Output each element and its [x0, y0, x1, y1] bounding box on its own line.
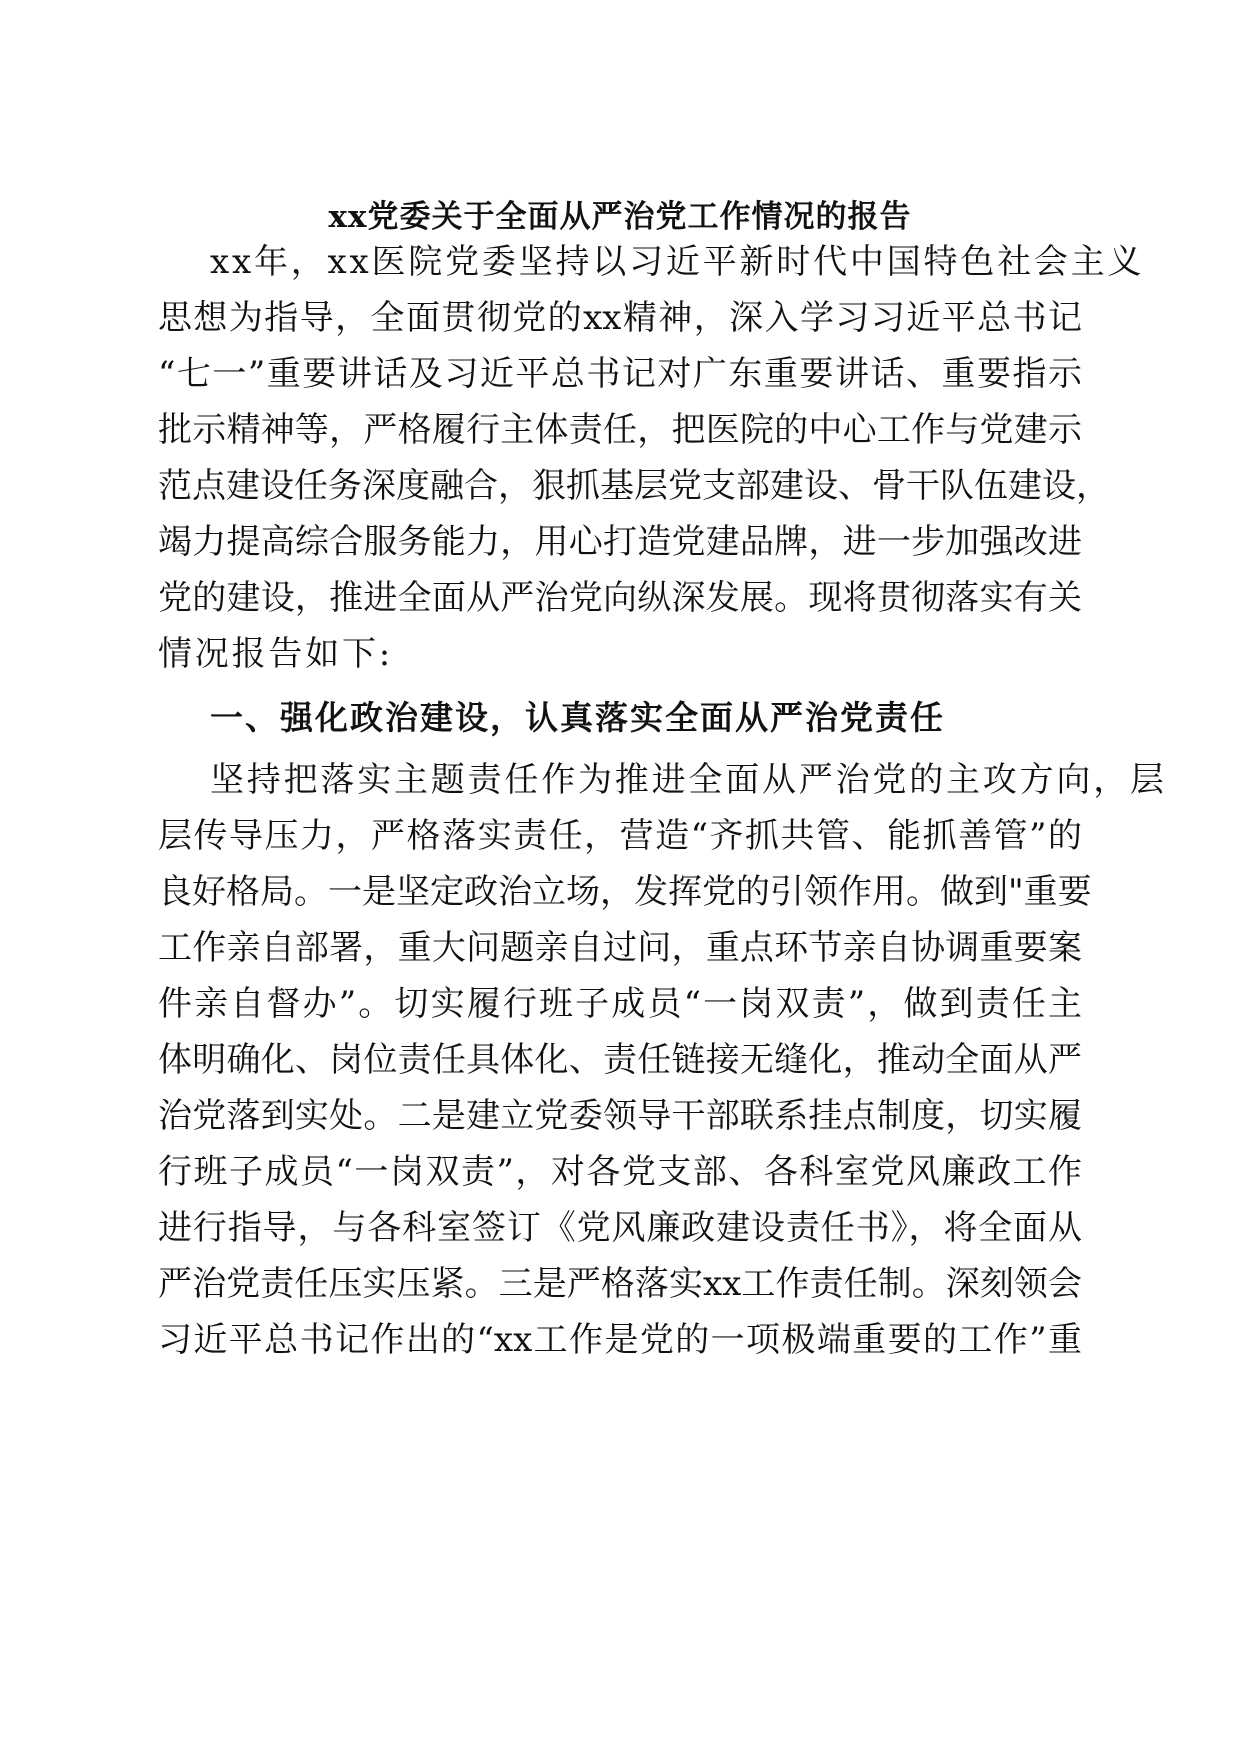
document-title: xx党委关于全面从严治党工作情况的报告	[328, 199, 912, 235]
section-line: 工作亲自部署，重大问题亲自过问，重点环节亲自协调重要案	[158, 928, 1082, 968]
section-line: 体明确化、岗位责任具体化、责任链接无缝化，推动全面从严	[158, 1040, 1082, 1080]
section-line: 层传导压力，严格落实责任，营造“齐抓共管、能抓善管”的	[158, 816, 1082, 856]
section-line: 坚持把落实主题责任作为推进全面从严治党的主攻方向，层	[210, 760, 1167, 800]
intro-line: 范点建设任务深度融合，狠抓基层党支部建设、骨干队伍建设，	[158, 466, 1110, 506]
section-line: 治党落到实处。二是建立党委领导干部联系挂点制度，切实履	[158, 1096, 1082, 1136]
intro-line: “七一”重要讲话及习近平总书记对广东重要讲话、重要指示	[158, 354, 1082, 394]
intro-line: 思想为指导，全面贯彻党的xx精神，深入学习习近平总书记	[158, 298, 1082, 338]
section-line: 行班子成员“一岗双责”，对各党支部、各科室党风廉政工作	[158, 1152, 1082, 1192]
intro-line: 情况报告如下:	[158, 634, 394, 674]
section-heading: 一、强化政治建设，认真落实全面从严治党责任	[210, 698, 945, 737]
section-line: 件亲自督办”。切实履行班子成员“一岗双责”，做到责任主	[158, 984, 1082, 1024]
section-line: 进行指导，与各科室签订《党风廉政建设责任书》，将全面从	[158, 1208, 1082, 1248]
intro-line: 批示精神等，严格履行主体责任，把医院的中心工作与党建示	[158, 410, 1082, 450]
intro-line: xx年，xx医院党委坚持以习近平新时代中国特色社会主义	[210, 242, 1145, 282]
section-line: 良好格局。一是坚定政治立场，发挥党的引领作用。做到"重要	[158, 872, 1092, 912]
intro-line: 党的建设，推进全面从严治党向纵深发展。现将贯彻落实有关	[158, 578, 1082, 618]
section-line: 习近平总书记作出的“xx工作是党的一项极端重要的工作”重	[158, 1320, 1082, 1360]
intro-line: 竭力提高综合服务能力，用心打造党建品牌，进一步加强改进	[158, 522, 1082, 562]
section-line: 严治党责任压实压紧。三是严格落实xx工作责任制。深刻领会	[158, 1264, 1082, 1304]
